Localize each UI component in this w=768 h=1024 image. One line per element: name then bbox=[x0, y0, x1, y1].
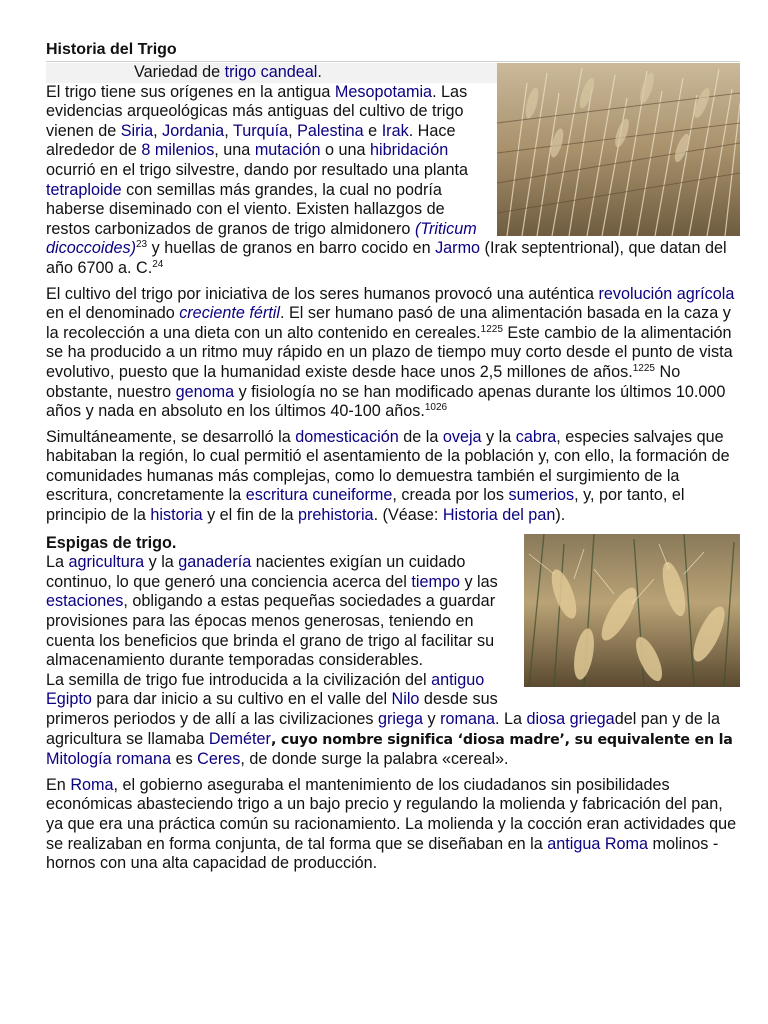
paragraph-agriculture-time: Espigas de trigo. La agricultura y la ganadería nacientes exigían un cuidado continuo, lo que generó una conciencia acerca del tiempo y las estaciones, obligando a estas pequeñas sociedades a guardar provisiones para las épocas menos generosas, teniendo en cuenta los beneficios que brinda el grano de trigo al facilitar su almacenamiento durante temporadas considerables. bbox=[46, 533, 498, 670]
link-historia-del-pan[interactable]: Historia del pan bbox=[442, 506, 556, 525]
link-historia[interactable]: historia bbox=[150, 506, 203, 525]
link-mitologia-romana[interactable]: Mitología romana bbox=[46, 750, 172, 769]
link-triticum-dicoccoides[interactable]: (Triticum dicoccoides) bbox=[46, 219, 477, 258]
link-sumerios[interactable]: sumerios bbox=[508, 486, 575, 505]
image-caption: Espigas de trigo. bbox=[46, 533, 177, 552]
paragraph-origins: Variedad de trigo candeal. El trigo tiene sus orígenes en la antigua Mesopotamia. Las evidencias arqueológicas más antiguas del cultivo de trigo vienen de Siria, Jordania, Turquía, Palestina e Irak. Hace alrededor de 8 milenios, una mutación o una hibridación ocurrió en el trigo silvestre, dando por resultado una planta tetraploide con semillas más grandes, la cual no podría haberse diseminado con el viento. Existen hallazgos de restos carbonizados de granos de trigo almidonero (Triticum dicoccoides)$^{23}$ y huellas de granos en barro cocido en Jarmo (Irak septentrional), que datan del año 6700 a. C.$^{24}$ bbox=[46, 63, 740, 279]
link-escritura-cuneiforme[interactable]: escritura cuneiforme bbox=[245, 486, 393, 505]
link-mutacion[interactable]: mutación bbox=[254, 141, 321, 160]
link-antigua-roma[interactable]: antigua Roma bbox=[547, 834, 649, 853]
link-domesticacion[interactable]: domesticación bbox=[295, 427, 399, 446]
image-caption: Variedad de trigo candeal. bbox=[46, 63, 740, 83]
link-ganaderia[interactable]: ganadería bbox=[178, 553, 252, 572]
paragraph-rome: En Roma, el gobierno aseguraba el mantenimiento de los ciudadanos sin posibilidades económicas abasteciendo trigo a un bajo precio y regulando la molienda y fabricación del pan, ya que era una práctica común su racionamiento. La molienda y la cocción eran actividades que se realizaban en forma conjunta, de tal forma que se diseñaban en la antigua Roma molinos - hornos con una alta capacidad de producción. bbox=[46, 775, 737, 873]
link-mesopotamia[interactable]: Mesopotamia bbox=[334, 82, 433, 101]
paragraph-egypt: La semilla de trigo fue introducida a la civilización del antiguo Egipto para dar inicio a su cultivo en el valle del Nilo desde sus primeros periodos y de allí a las civilizaciones griega y romana. La diosa griegadel pan y de la agricultura se llamaba Deméter, cuyo nombre significa ‘diosa madre’, su equivalente en la Mitología romana es Ceres, de donde surge la palabra «cereal». bbox=[46, 670, 733, 769]
footnote-ref[interactable]: 23 bbox=[135, 239, 148, 251]
link-revolucion-agricola[interactable]: revolución agrícola bbox=[598, 284, 735, 303]
article bbox=[46, 40, 740, 874]
link-demeter[interactable]: Deméter bbox=[208, 729, 271, 748]
link-tiempo[interactable]: tiempo bbox=[411, 572, 460, 591]
link-antiguo-egipto[interactable]: antiguo Egipto bbox=[46, 670, 485, 709]
link-oveja[interactable]: oveja bbox=[442, 427, 482, 446]
wheat-ears-photo bbox=[524, 534, 740, 687]
link-genoma[interactable]: genoma bbox=[175, 382, 235, 401]
footnote-ref[interactable]: 24 bbox=[152, 258, 164, 270]
link-nilo[interactable]: Nilo bbox=[391, 690, 420, 709]
link-trigo-candeal[interactable]: trigo candeal bbox=[224, 63, 318, 81]
link-jarmo[interactable]: Jarmo bbox=[435, 239, 481, 258]
link-8-milenios[interactable]: 8 milenios bbox=[141, 141, 215, 160]
link-tetraploide[interactable]: tetraploide bbox=[46, 180, 122, 199]
wheat-field-photo bbox=[497, 63, 740, 236]
section-espigas bbox=[46, 534, 740, 671]
link-palestina[interactable]: Palestina bbox=[297, 121, 364, 140]
paragraph-domestication: Simultáneamente, se desarrolló la domesticación de la oveja y la cabra, especies salvajes que habitaban la región, lo cual permitió el asentamiento de la población y, con ello, la formación de comunidades humanas más complejas, como lo demuestra también el surgimiento de la escritura, concretamente la escritura cuneiforme, creada por los sumerios, y, por tanto, el principio de la historia y el fin de la prehistoria. (Véase: Historia del pan). bbox=[46, 427, 730, 525]
link-prehistoria[interactable]: prehistoria bbox=[297, 506, 374, 525]
page-title: Historia del Trigo bbox=[46, 40, 740, 62]
link-estaciones[interactable]: estaciones bbox=[46, 592, 124, 611]
link-jordania[interactable]: Jordania bbox=[162, 121, 225, 140]
link-romana[interactable]: romana bbox=[440, 710, 495, 728]
link-hibridacion[interactable]: hibridación bbox=[370, 141, 449, 160]
link-turquia[interactable]: Turquía bbox=[232, 121, 289, 140]
footnote-ref[interactable]: 1225 bbox=[632, 362, 655, 374]
footnote-ref[interactable]: 1026 bbox=[424, 402, 448, 414]
link-siria[interactable]: Siria bbox=[120, 121, 154, 140]
link-cabra[interactable]: cabra bbox=[515, 427, 557, 446]
paragraph-agricultural-revolution: El cultivo del trigo por iniciativa de los seres humanos provocó una auténtica revolución agrícola en el denominado creciente fértil. El ser humano pasó de una alimentación basada en la caza y la recolección a una dieta con un alto contenido en cereales.$^{1225}$ Este cambio de la alimentación se ha producido a un ritmo muy rápido en un plazo de tiempo muy corto desde el punto de vista evolutivo, puesto que la humanidad existe desde hace unos 2,5 millones de años.$^{1225}$ No obstante, nuestro genoma y fisiología no se han modificado apenas durante los últimos 10.000 años y nada en absoluto en los últimos 40-100 años.$^{1026}$ bbox=[46, 284, 735, 421]
link-irak[interactable]: Irak bbox=[381, 121, 409, 140]
link-diosa-griega[interactable]: diosa griega bbox=[526, 710, 615, 728]
link-roma[interactable]: Roma bbox=[70, 775, 114, 794]
link-agricultura[interactable]: agricultura bbox=[68, 553, 145, 572]
link-griega[interactable]: griega bbox=[378, 710, 423, 728]
link-creciente-fertil[interactable]: creciente fértil bbox=[179, 304, 280, 323]
footnote-ref[interactable]: 1225 bbox=[480, 323, 503, 335]
link-ceres[interactable]: Ceres bbox=[197, 750, 241, 769]
